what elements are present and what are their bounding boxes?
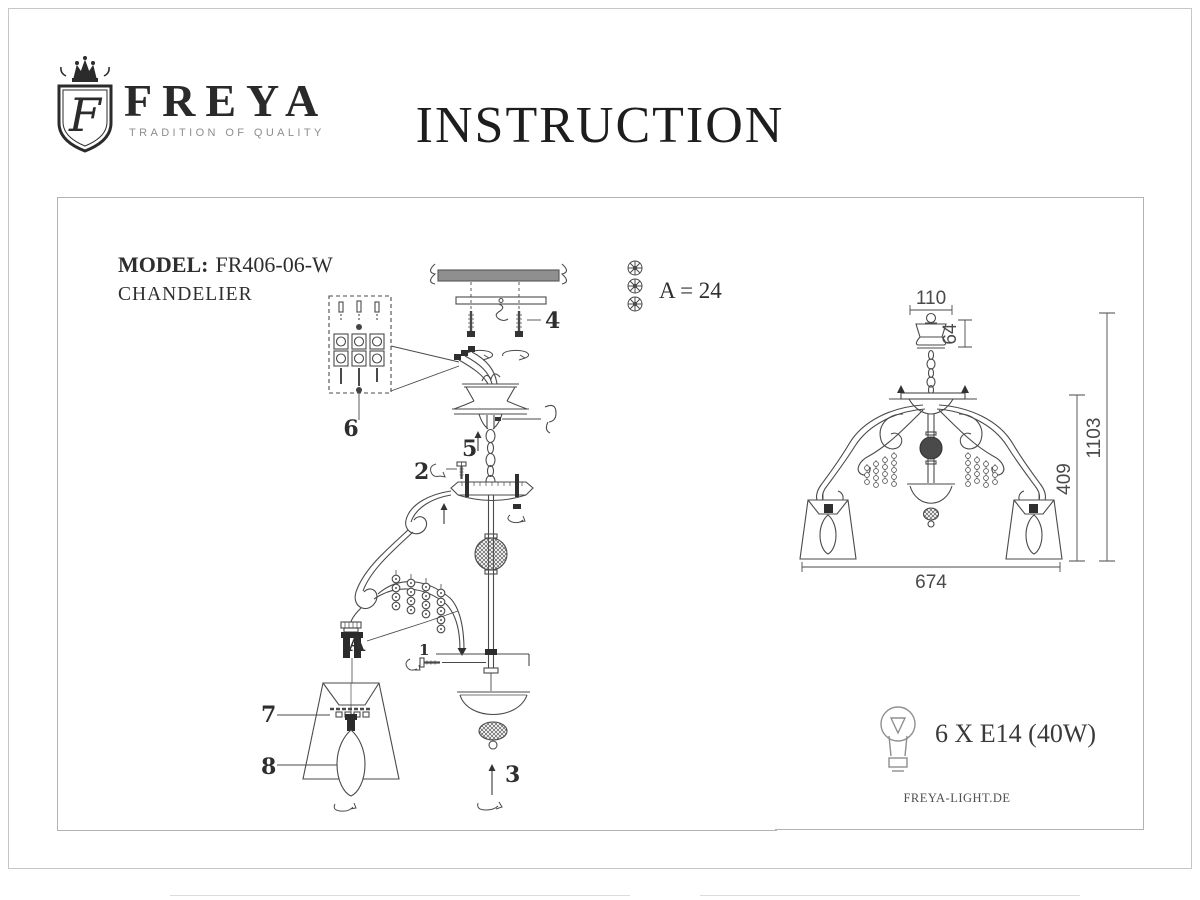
model-value: FR406-06-W	[215, 252, 333, 277]
bulb-icon	[875, 700, 921, 784]
part-label-2: 2	[414, 459, 430, 485]
screw-2	[431, 462, 466, 479]
page-title: INSTRUCTION	[415, 97, 785, 154]
upper-plate	[441, 474, 534, 524]
part-label-8: 8	[261, 754, 277, 780]
dim-fixture-width: 674	[915, 572, 947, 593]
brand-tagline: TRADITION OF QUALITY	[129, 127, 325, 139]
scroll-arm	[351, 491, 467, 656]
hook-icon	[545, 405, 556, 433]
mounting-screws	[467, 311, 541, 337]
dim-body-height: 409	[1054, 463, 1075, 495]
rotate-arrow-icon	[467, 350, 529, 360]
bottom-bowl	[457, 692, 530, 810]
crest-monogram: F	[69, 88, 101, 142]
part-label-6: 6	[343, 416, 359, 442]
freya-crest-icon	[52, 55, 118, 155]
part-label-1: 1	[419, 641, 430, 659]
center-rod	[475, 495, 507, 656]
canopy	[452, 384, 541, 429]
part-label-7: 7	[261, 702, 277, 728]
dim-canopy-height: 64	[940, 323, 961, 345]
dim-arm-left	[800, 405, 925, 559]
part-label-4: 4	[545, 308, 561, 334]
assembly-panel	[57, 197, 777, 831]
terminal-block-detail	[329, 296, 459, 420]
product-type: CHANDELIER	[118, 284, 253, 305]
model-line	[118, 252, 333, 277]
chain	[475, 430, 496, 487]
bulb-spec: 6 X E14 (40W)	[935, 719, 1097, 748]
dim-chain	[927, 351, 935, 395]
brand-wordmark: FREYA	[124, 75, 329, 126]
dim-total-height: 1103	[1084, 417, 1105, 459]
part-label-3: 3	[505, 762, 521, 788]
bead-strands	[367, 570, 458, 641]
dim-canopy-width: 110	[915, 288, 947, 309]
dimension-drawing	[775, 198, 1143, 675]
assembly-diagram	[58, 198, 774, 828]
lampshade	[277, 683, 399, 811]
dim-bowl	[907, 484, 955, 527]
dim-arm-right	[937, 405, 1062, 559]
wire-bundle	[454, 346, 500, 384]
scan-artifact	[170, 895, 630, 896]
crystal-bead-icon	[628, 261, 642, 311]
ceiling	[431, 264, 567, 284]
spec-panel	[775, 674, 1144, 830]
dimensions-panel	[775, 197, 1144, 676]
website-link: FREYA-LIGHT.DE	[903, 791, 1011, 805]
scan-artifact	[700, 895, 1080, 896]
model-label: MODEL:	[118, 252, 209, 277]
part-label-A: A	[348, 631, 366, 657]
part-label-5: 5	[462, 436, 478, 462]
crown-icon	[61, 56, 109, 82]
crystal-count-note: A = 24	[659, 278, 722, 303]
